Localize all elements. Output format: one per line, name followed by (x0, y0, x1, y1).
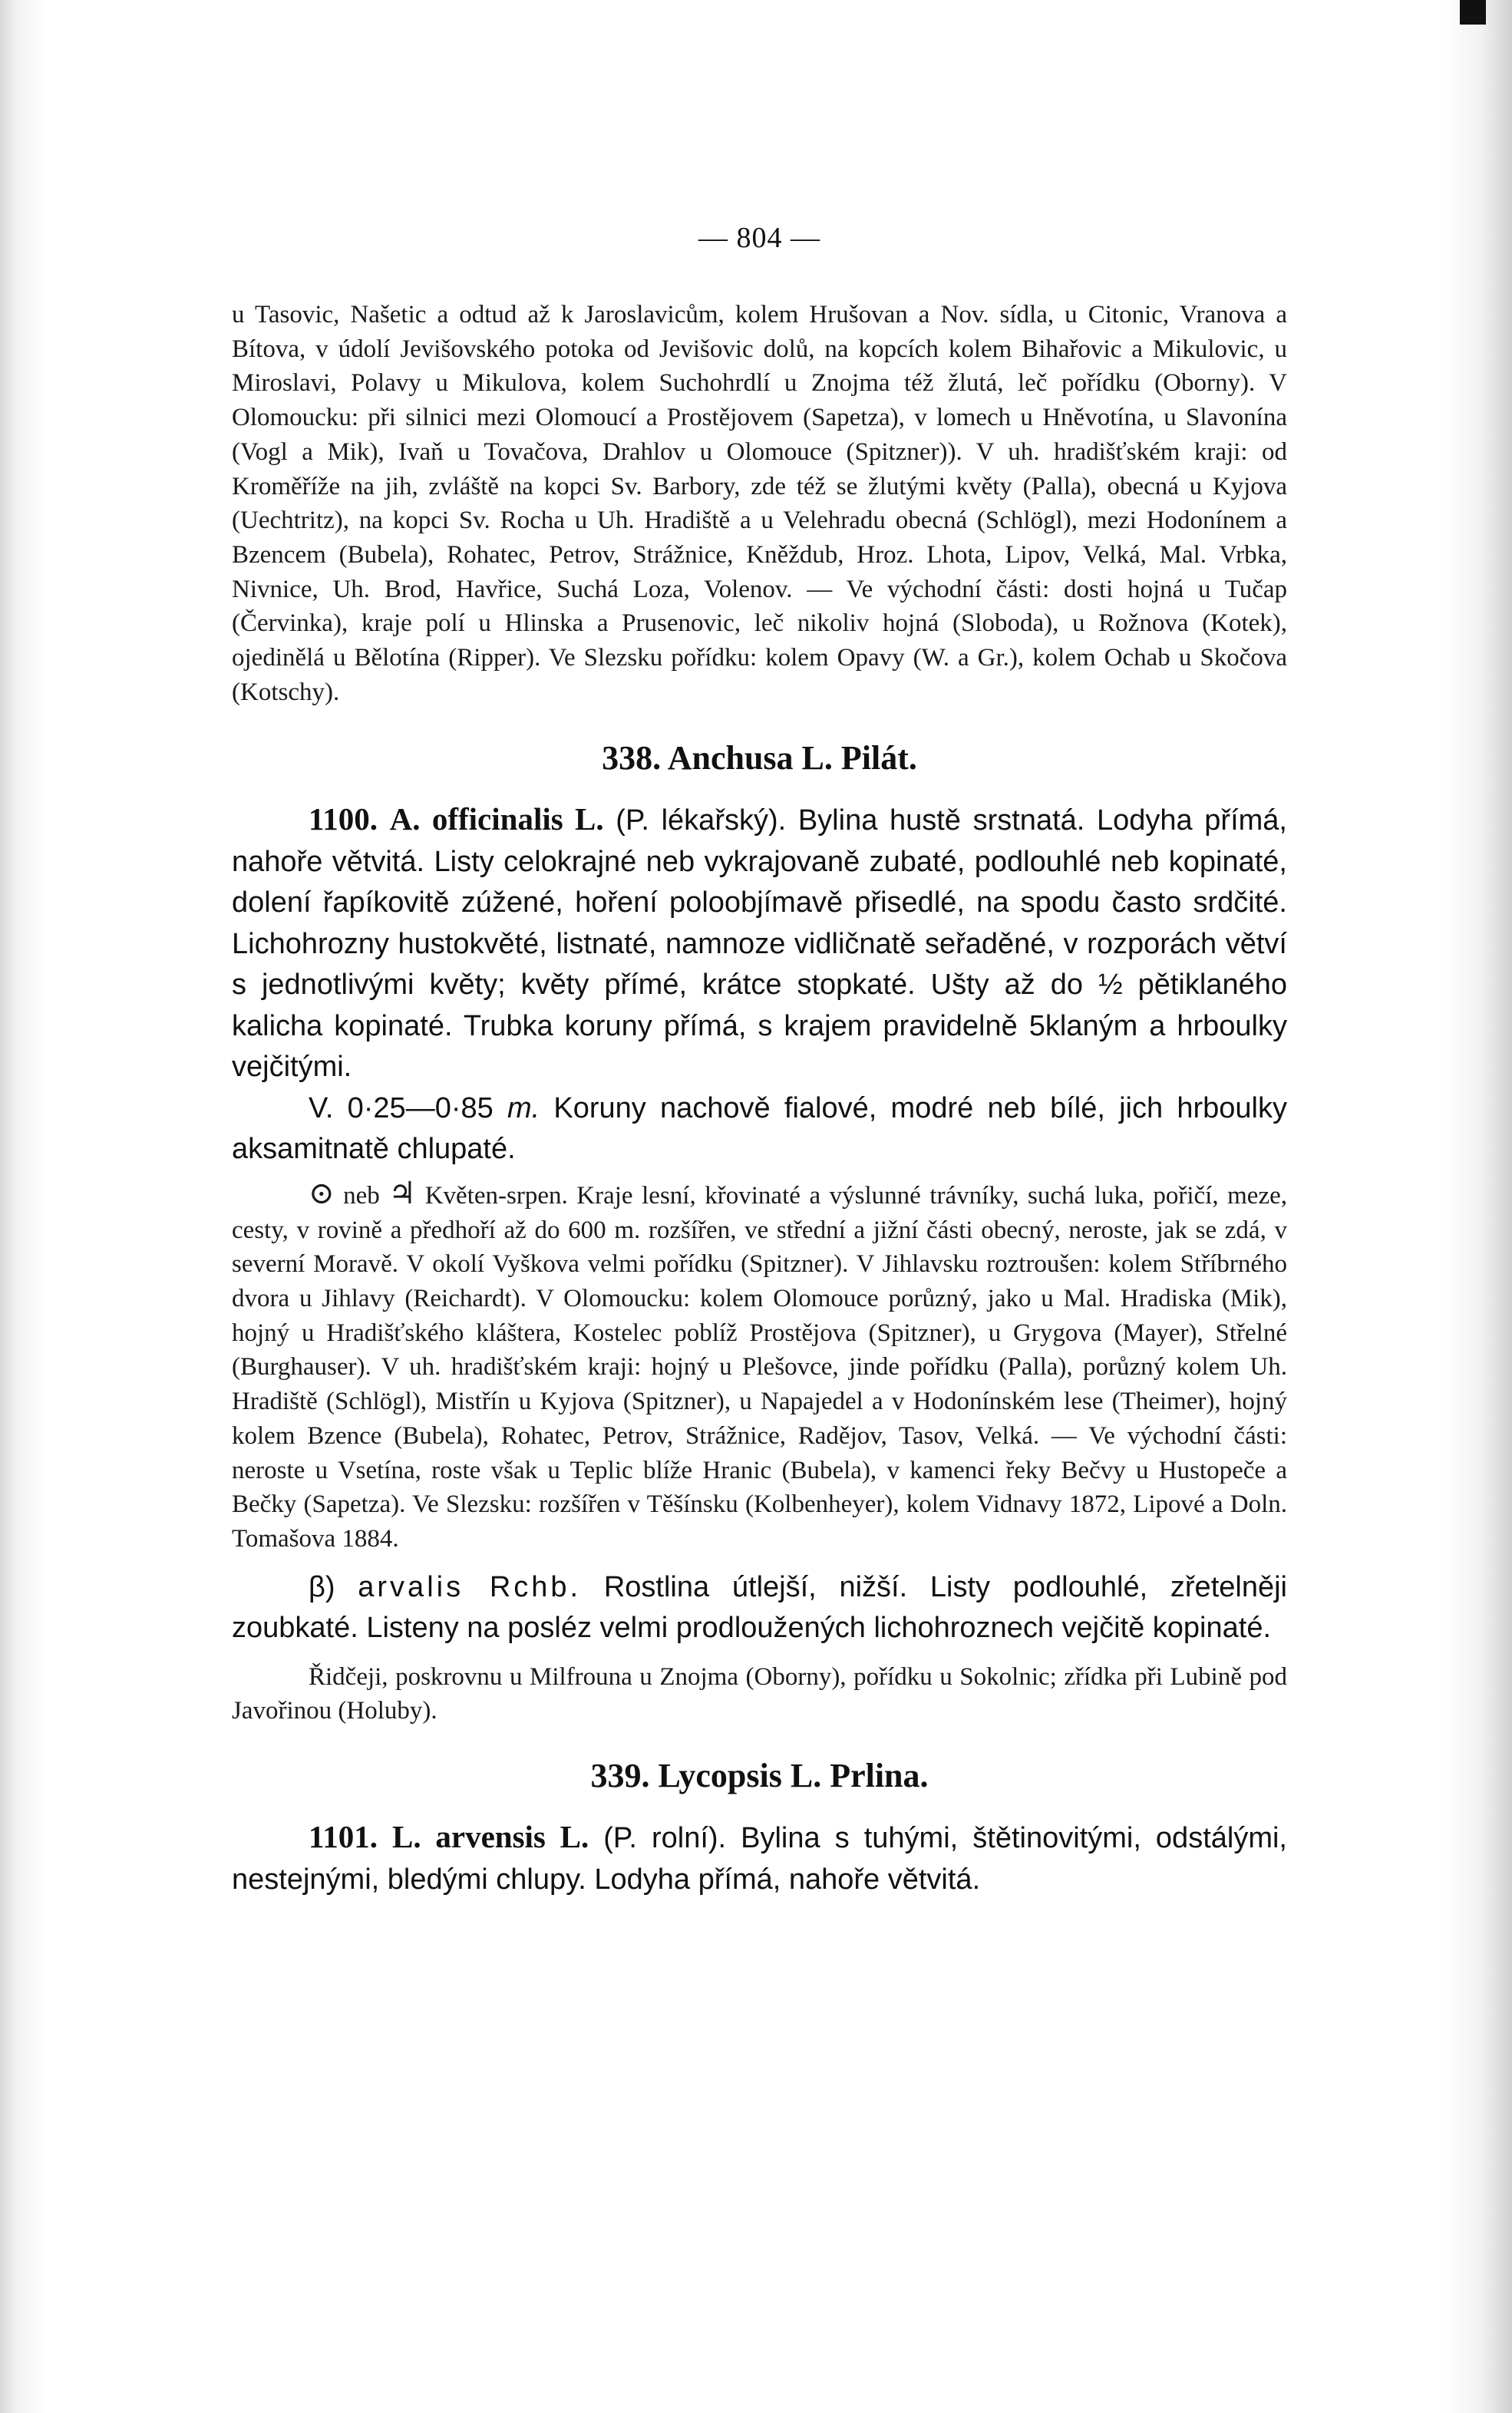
species-1101-description (232, 1817, 1287, 1900)
variety-arvalis-description: β) arvalis Rchb. Rostlina útlejší, nižší. Listy podlouhlé, zřetelněji zoubkaté. Listeny na posléz velmi prodloužených lichohroznech vejčitě kopinaté. (232, 1570, 1287, 1645)
page-number: — 804 — (698, 222, 820, 254)
perennial-symbol-icon: ♃ (388, 1175, 417, 1210)
species-1101-number: 1101. (309, 1819, 378, 1855)
species-1100-text: (P. lékařský). Bylina hustě srstnatá. Lodyha přímá, nahoře větvitá. Listy celokrajné neb vykrajovaně zubaté, podlouhlé neb kopinaté, dolení řapíkovitě zúžené, hoření poloobjímavě přisedlé, na spodu často srdčité. Lichohrozny hustokvěté, listnaté, namnoze vidličnatě seřaděné, v rozporách větví s jednotlivými květy; květy přímé, krátce stopkaté. Ušty až do ½ pětiklaného kalicha kopinaté. Trubka koruny přímá, s krajem pravidelně 5klaným a hrboulky vejčitými. (232, 804, 1287, 1084)
species-1100-distribution: ⊙ neb ♃ Květen-srpen. Kraje lesní, křovinaté a výslunné trávníky, suchá luka, pořičí, meze, cesty, v rovině a předhoří až do 600 m. rozšířen, ve střední a jižní části obecný, neroste, jak se zdá, v severní Moravě. V okolí Vyškova velmi pořídku (Spitzner). V Jihlavsku roztroušen: kolem Stříbrného dvora u Jihlavy (Reichardt). V Olomoucku: kolem Olomouce porůzný, jako u Mal. Hradiska (Mik), hojný u Hradišťského kláštera, Kostelec poblíž Prostějova (Spitzner), u Grygova (Mayer), Střelné (Burghauser). V uh. hradišťském kraji: hojný u Plešovce, jinde pořídku (Palla), porůzný kolem Uh. Hradiště (Schlögl), Mistřín u Kyjova (Spitzner), u Napajedel a v Hodonínském lese (Theimer), hojný kolem Bzence (Bubela), Rohatec, Petrov, Strážnice, Radějov, Tasov, Velká. — Ve východní části: neroste u Vsetína, roste však u Teplic blíže Hranic (Bubela), v kamenci řeky Bečvy u Hustopeče a Bečky (Sapetza). Ve Slezsku: rozšířen v Těšínsku (Kolbenheyer), kolem Vidnavy 1872, Lipové a Doln. Tomašova 1884. (232, 1175, 1287, 1553)
species-1101-text: (P. rolní). Bylina s tuhými, štětinovitými, odstálými, nestejnými, bledými chlupy. Lodyha přímá, nahoře větvitá. (232, 1822, 1287, 1896)
page-content (232, 221, 1287, 1900)
variety-arvalis-distribution: Řidčeji, poskrovnu u Milfrouna u Znojma (Oborny), pořídku u Sokolnic; zřídka při Lubině pod Javořinou (Holuby). (232, 1662, 1287, 1725)
paragraph-continued: u Tasovic, Našetic a odtud až k Jaroslavicům, kolem Hrušovan a Nov. sídla, u Citonic, Vranova a Bítova, v údolí Jevišovského potoka od Jevišovic dolů, na kopcích kolem Bihařovic a Mikulovic, u Miroslavi, Polavy u Mikulova, kolem Suchohrdlí u Znojma též žlutá, leč pořídku (Oborny). V Olomoucku: při silnici mezi Olomoucí a Prostějovem (Sapetza), v lomech u Hněvotína, u Slavonína (Vogl a Mik), Ivaň u Tovačova, Drahlov u Olomouce (Spitzner)). V uh. hradišťském kraji: od Kroměříže na jih, zvláště na kopci Sv. Barbory, zde též se žlutými květy (Palla), obecná u Kyjova (Uechtritz), na kopci Sv. Rocha u Uh. Hradiště a u Velehradu obecná (Schlögl), mezi Hodonínem a Bzencem (Bubela), Rohatec, Petrov, Strážnice, Kněždub, Hroz. Lhota, Lipov, Velká, Mal. Vrbka, Nivnice, Uh. Brod, Havřice, Suchá Loza, Volenov. — Ve východní části: dosti hojná u Tučap (Červinka), kraje polí u Hlinska a Prusenovic, leč nikoliv hojná (Sloboda), u Rožnova (Kotek), ojedinělá u Bělotína (Ripper). Ve Slezsku pořídku: kolem Opavy (W. a Gr.), kolem Ochab u Skočova (Kotschy). (232, 301, 1287, 706)
species-1100-number: 1100. (309, 801, 378, 837)
scan-corner-mark (1460, 0, 1486, 25)
species-1101-name: L. arvensis L. (392, 1819, 589, 1855)
species-1100-size: V. 0·25—0·85 m. Koruny nachově fialové, modré neb bílé, jich hrboulky aksamitnatě chlupaté. (232, 1091, 1287, 1166)
species-1100-description (232, 799, 1287, 1088)
genus-heading-anchusa: 338. Anchusa L. Pilát. (602, 739, 917, 777)
genus-heading-lycopsis: 339. Lycopsis L. Prlina. (590, 1757, 929, 1795)
variety-name: arvalis Rchb. (358, 1570, 582, 1603)
biennial-symbol-icon: ⊙ (309, 1175, 335, 1210)
species-1100-name: A. officinalis L. (389, 801, 604, 837)
